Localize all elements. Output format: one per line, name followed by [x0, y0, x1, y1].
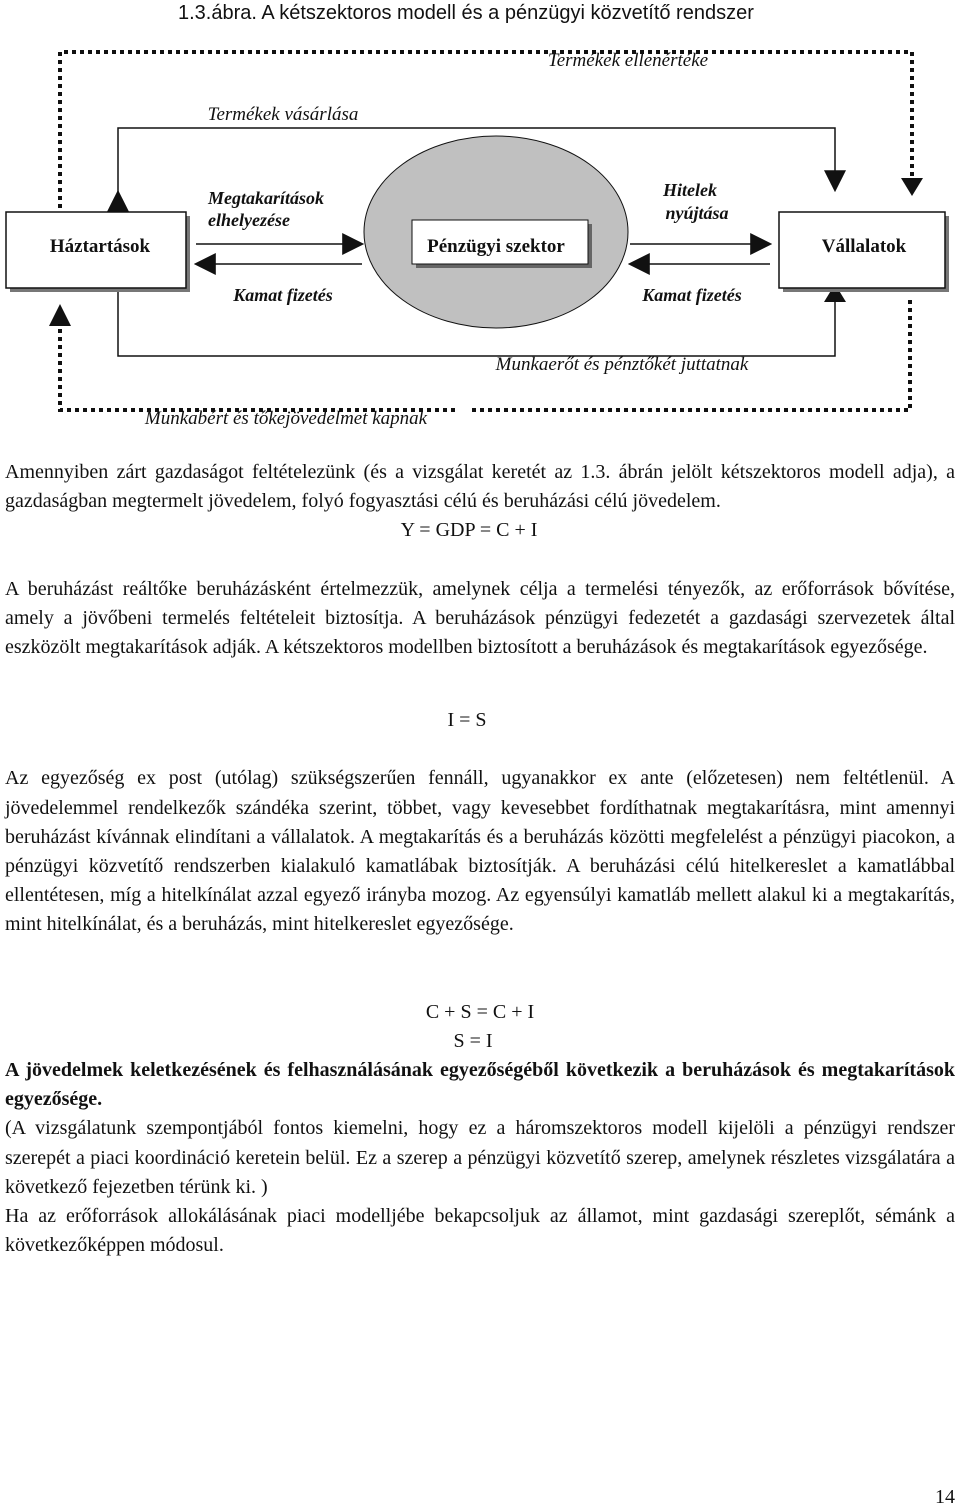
- financial-sector-label: Pénzügyi szektor: [427, 236, 565, 257]
- labor-capital-label: Munkaerőt és pénztőkét juttatnak: [495, 354, 749, 375]
- paragraph: Amennyiben zárt gazdaságot feltételezünk (és a vizsgálat keretét az 1.3. ábrán jelölt kétszektoros modell adja), a gazdaságban megtermelt jövedelem, folyó fogyasztási célú és beruházási célú jövedelem.: [5, 461, 955, 513]
- interest-payment-right-label: Kamat fizetés: [642, 285, 742, 305]
- firms-label: Vállalatok: [821, 236, 907, 257]
- paragraph: A beruházást reáltőke beruházásként értelmezzük, amelynek célja a termelési tényezők, az erőforrások bővítése, amely a jövőbeni termelés feltételeit biztosítja. A beruházások pénzügyi fedezetét a gazdasági szervezetek által eszközölt megtakarítások adják. A kétszektoros modellben biztosított a beruházások és megtakarítások egyezősége.: [5, 577, 955, 659]
- paragraph: [5, 546, 955, 575]
- credit-provision-label: Hitelek: [663, 180, 717, 200]
- arrow-down-icon: [901, 178, 923, 196]
- savings-placement-label: Megtakarítások: [208, 188, 325, 208]
- products-purchase-label: Termékek vásárlása: [207, 104, 359, 125]
- wages-income-label: Munkabért és tőkejövedelmet kapnak: [144, 408, 428, 429]
- interest-payment-left-label: Kamat fizetés: [233, 285, 333, 305]
- paragraph: (A vizsgálatunk szempontjából fontos kiemelni, hogy ez a háromszektoros modell kijelöli a pénzügyi rendszer szerepét a piaci koordináció keretein belül. Ez a szerep a pénzügyi közvetítő szerep, amelynek részletes vizsgálatára a következő fejezetben térünk ki. ): [5, 1117, 955, 1198]
- formula-investment-savings: I = S: [447, 709, 487, 732]
- page-number: 14: [935, 1486, 955, 1508]
- spacer: [5, 735, 955, 764]
- formula-income-identity: C + S = C + I: [425, 1000, 535, 1023]
- two-sector-model-diagram: [0, 30, 960, 430]
- savings-placement-label-line2: elhelyezése: [208, 210, 290, 230]
- paragraph: Ha az erőforrások allokálásának piaci modelljébe bekapcsoljuk az államot, mint gazdasági szereplőt, sémánk a következőképpen módosul.: [5, 1205, 955, 1257]
- arrow-up-icon: [49, 304, 71, 326]
- credit-provision-label-line2: nyújtása: [665, 203, 729, 223]
- spacer: [5, 940, 955, 998]
- formula-gdp: Y = GDP = C + I: [400, 519, 538, 542]
- households-label: Háztartások: [49, 236, 151, 257]
- paragraph: Az egyezőség ex post (utólag) szükségszerűen fennáll, ugyanakkor ex ante (előzetesen) nem feltétlenül. A jövedelemmel rendelkezők szándéka szerint, többet, vagy kevesebbet fordíthatnak megtakarításra, mint amennyi beruházást kívánnak elindítani a vállalatok. A megtakarítás és a beruházás közötti megfelelést a pénzügyi piacokon, a pénzügyi közvetítő rendszerben kialakuló kamatlábak biztosítják. A beruházási célú hitelkereslet a kamatlábbal ellentétesen, míg a hitelkínálat azzal egyező irányba mozog. Az egyensúlyi kamatláb mellett alakul ki a megtakarítás, mint hitelkínálat, és a beruházás, mint hitelkereslet egyezősége.: [5, 767, 955, 936]
- figure-caption: 1.3.ábra. A kétszektoros modell és a pénzügyi közvetítő rendszer: [178, 2, 754, 24]
- spacer: [5, 662, 955, 706]
- products-value-label: Termékek ellenértéke: [547, 50, 709, 71]
- bold-paragraph: A jövedelmek keletkezésének és felhasználásának egyezőségéből következik a beruházások és megtakarítások egyezősége.: [5, 1059, 955, 1111]
- body-text: [5, 458, 955, 1260]
- formula-savings-investment: S = I: [453, 1029, 493, 1052]
